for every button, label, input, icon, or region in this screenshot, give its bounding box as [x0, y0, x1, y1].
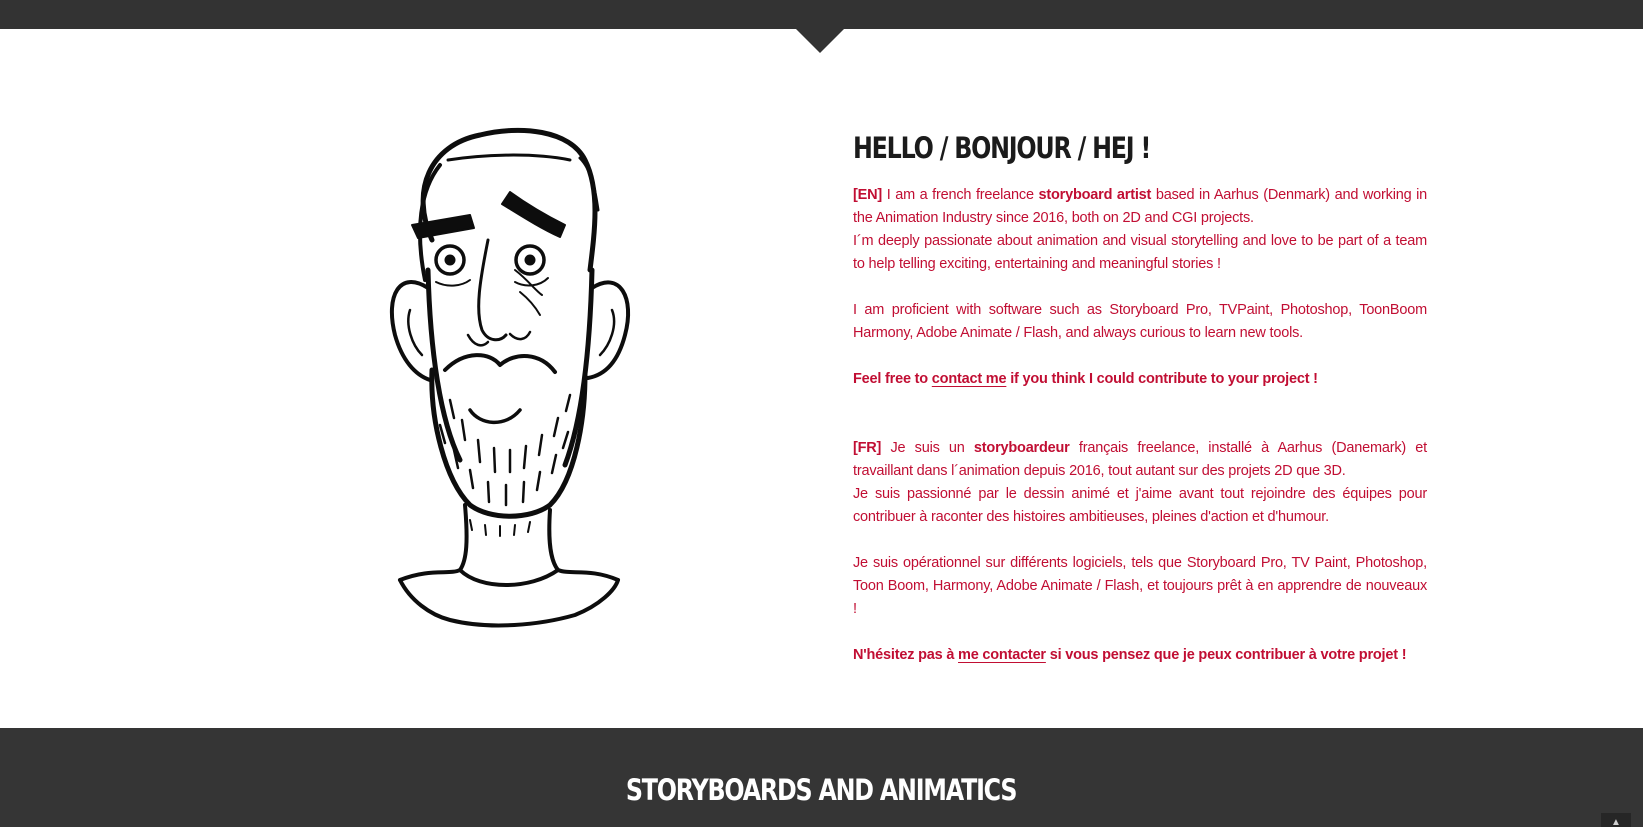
chevron-up-icon: ▲	[1611, 817, 1621, 827]
en-p1-text-a: I am a french freelance	[882, 187, 1039, 203]
scroll-to-top-button[interactable]	[1601, 813, 1631, 827]
fr-contact-line	[853, 644, 1427, 667]
fr-contact-link[interactable]: me contacter	[958, 647, 1046, 663]
fr-paragraph-1	[853, 437, 1427, 483]
top-bar	[0, 0, 1643, 29]
fr-paragraph-2: Je suis passionné par le dessin animé et j'aime avant tout rejoindre des équipes pour contribuer à raconter des histoires ambitieuses, pleines d'action et d'humour.	[853, 486, 1427, 525]
en-paragraph-3: I am proficient with software such as Storyboard Pro, TVPaint, Photoshop, ToonBoom Harmony, Adobe Animate / Flash, and always curious to learn new tools.	[853, 302, 1427, 341]
fr-paragraph-3: Je suis opérationnel sur différents logiciels, tels que Storyboard Pro, TV Paint, Photoshop, Toon Boom, Harmony, Adobe Animate / Flash, et toujours prêt à en apprendre de nouveaux !	[853, 555, 1427, 617]
storyboards-section-title	[0, 772, 1643, 808]
en-contact-line	[853, 368, 1427, 391]
fr-p1-text-b: français freelance, installé à Aarhus (Danemark) et travaillant dans l´animation depuis 2016, tout autant sur des projets 2D que 3D.	[853, 440, 1427, 479]
fr-p1-text-a: Je suis un	[881, 440, 974, 456]
portrait-illustration	[370, 120, 650, 660]
fr-cta-text-b: si vous pensez que je peux contribuer à votre projet !	[1045, 647, 1407, 663]
section-title-text: STORYBOARDS AND ANIMATICS	[626, 773, 1017, 807]
en-tag: [EN]	[853, 187, 883, 203]
en-contact-link[interactable]: contact me	[931, 371, 1007, 387]
en-p1-text-b: based in Aarhus (Denmark) and working in the Animation Industry since 2016, both on 2D and CGI projects.	[853, 187, 1428, 226]
en-cta-text-b: if you think I could contribute to your project !	[1006, 371, 1318, 387]
en-p1-bold: storyboard artist	[1038, 187, 1152, 203]
en-paragraph-2: I´m deeply passionate about animation and visual storytelling and love to be part of a team to help telling exciting, entertaining and meaningful stories !	[853, 233, 1427, 272]
intro-heading: HELLO / BONJOUR / HEJ !	[853, 131, 1151, 165]
fr-tag: [FR]	[853, 440, 882, 456]
fr-cta-text-a: N'hésitez pas à	[853, 647, 959, 663]
en-paragraph-1	[853, 184, 1427, 230]
en-cta-text-a: Feel free to	[853, 371, 932, 387]
fr-p1-bold: storyboardeur	[973, 440, 1070, 456]
intro-content	[853, 126, 1427, 667]
top-bar-pointer	[795, 28, 845, 53]
